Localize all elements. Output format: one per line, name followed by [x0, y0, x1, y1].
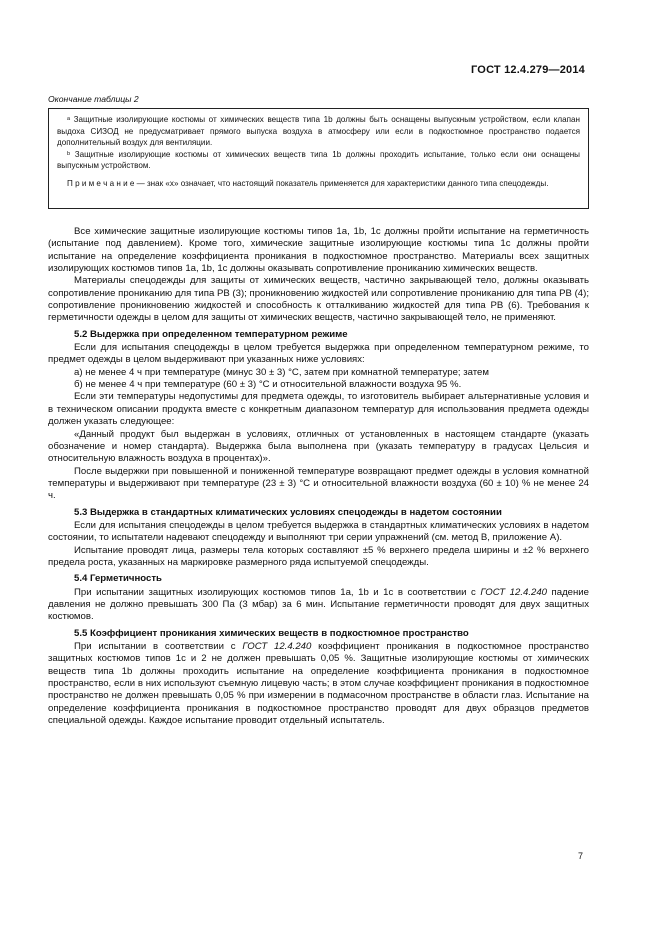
table-footnote-b: ᵇ Защитные изолирующие костюмы от химических веществ типа 1b должны проходить испытание, только если они оснащены выпускным устройством.	[57, 149, 580, 170]
paragraph: Испытание проводят лица, размеры тела которых составляют ±5 % верхнего предела ширины и ±2 % верхнего предела роста, указанных на маркировке размерного ряда испытуемой спецодежды.	[48, 544, 589, 568]
paragraph: Если для испытания спецодежды в целом требуется выдержка в стандартных климатических условиях в надетом состоянии, то испытатели надевают спецодежду и выполняют три серии упражнений (см. метод В, приложение А).	[48, 519, 589, 544]
table-footnote-a: ᵃ Защитные изолирующие костюмы от химических веществ типа 1b должны быть оснащены выпускным устройством, если клапан выдоха СИЗОД не предусматривает прямого выпуска воздуха в атмосферу или если в подкостюмное пространство подается дополнительный воздух для вентиляции.	[57, 115, 580, 147]
paragraph: Все химические защитные изолирующие костюмы типов 1a, 1b, 1c должны пройти испытание на герметичность (испытание под давлением). Кроме того, химические защитные изолирующие костюмы типа 1c должны пройти испытание на определение коэффициента проникания в подкостюмное пространство. Материалы всех защитных изолирующих костюмов типов 1a, 1b, 1c должны оказывать сопротивление прониканию химических веществ.	[48, 226, 589, 275]
paragraph	[48, 641, 589, 727]
text-span: падение давления не должно превышать 300 Па (3 мбар) за 6 мин. Испытание герметичности проводят для двух защитных костюмов.	[48, 586, 590, 623]
paragraph	[48, 587, 589, 624]
section-heading-5-5: 5.5 Коэффициент проникания химических веществ в подкостюмное пространство	[74, 627, 469, 639]
document-header: ГОСТ 12.4.279—2014	[471, 64, 585, 76]
text-span: При испытании в соответствии с	[74, 641, 243, 652]
section-heading-5-3: 5.3 Выдержка в стандартных климатических условиях спецодежды в надетом состоянии	[74, 506, 502, 518]
remark-text: — знак «x» означает, что настоящий показатель применяется для характеристики данного типа спецодежды.	[134, 178, 549, 188]
paragraph: Материалы спецодежды для защиты от химических веществ, частично закрывающей тело, должны оказывать сопротивление прониканию для типа PB (3); проникновению жидкостей или сопротивление прониканию для типа PB (4); сопротивление проникновению жидкостей и способность к отталкиванию жидкостей для типа PB (6). Требования к герметичности одежды в целом для защиты от химических веществ, частично закрывающей тело, не применяют.	[48, 275, 589, 324]
section-heading-5-2: 5.2 Выдержка при определенном температурном режиме	[74, 328, 348, 340]
quoted-paragraph: «Данный продукт был выдержан в условиях, отличных от установленных в настоящем стандарте (указать обозначение и номер стандарта). Выдержка была выполнена при (указать температуру в градусах Цельсия и относительную влажность воздуха в процентах)».	[48, 428, 589, 465]
remark-label: П р и м е ч а н и е	[67, 178, 135, 188]
standard-reference: ГОСТ 12.4.240	[242, 641, 312, 652]
table-notes-box	[48, 108, 589, 209]
table-continuation-caption: Окончание таблицы 2	[48, 94, 139, 104]
list-item-b: б) не менее 4 ч при температуре (60 ± 3) °С и относительной влажности воздуха 95 %.	[74, 379, 462, 391]
text-span: коэффициент проникания в подкостюмное пространство защитных костюмов типов 1c и 2 не должен превышать 0,05 %. Защитные изолирующие костюмы от химических веществ типа 1b должны проходить испытание на определение коэффициента проникания в подкостюмное пространство, если в них используют съемную лицевую часть; в этом случае коэффициент проникания в подкостюмное пространство не должен превышать 0,05 % при измерении в подмасочном пространстве в области глаз. Испытание на определение коэффициента проникания в подкостюмное пространство проводят для двух образцов предметов специальной одежды. Каждое испытание проводит отдельный испытатель.	[48, 641, 589, 727]
page-number: 7	[578, 851, 584, 861]
text-span: При испытании защитных изолирующих костюмов типов 1a, 1b и 1c в соответствии с	[74, 586, 481, 598]
section-heading-5-4: 5.4 Герметичность	[74, 573, 162, 585]
paragraph: Если эти температуры недопустимы для предмета одежды, то изготовитель выбирает альтернативные условия и в техническом описании продукта вместе с конкретным диапазоном температур для использования предмета одежды должен указать следующее:	[48, 391, 589, 428]
list-item-a: а) не менее 4 ч при температуре (минус 30 ± 3) °С, затем при комнатной температуре; затем	[74, 366, 489, 378]
main-text	[48, 226, 589, 727]
standard-reference: ГОСТ 12.4.240	[480, 586, 548, 598]
paragraph: После выдержки при повышенной и пониженной температуре возвращают предмет одежды в условия комнатной температуры и выдерживают при температуре (23 ± 3) °С и относительной влажности воздуха (60 ± 10) % не менее 24 ч.	[48, 465, 589, 502]
table-remark	[57, 178, 580, 190]
paragraph: Если для испытания спецодежды в целом требуется выдержка при определенном температурном режиме, то предмет одежды в целом выдерживают при указанных ниже условиях:	[48, 342, 589, 366]
